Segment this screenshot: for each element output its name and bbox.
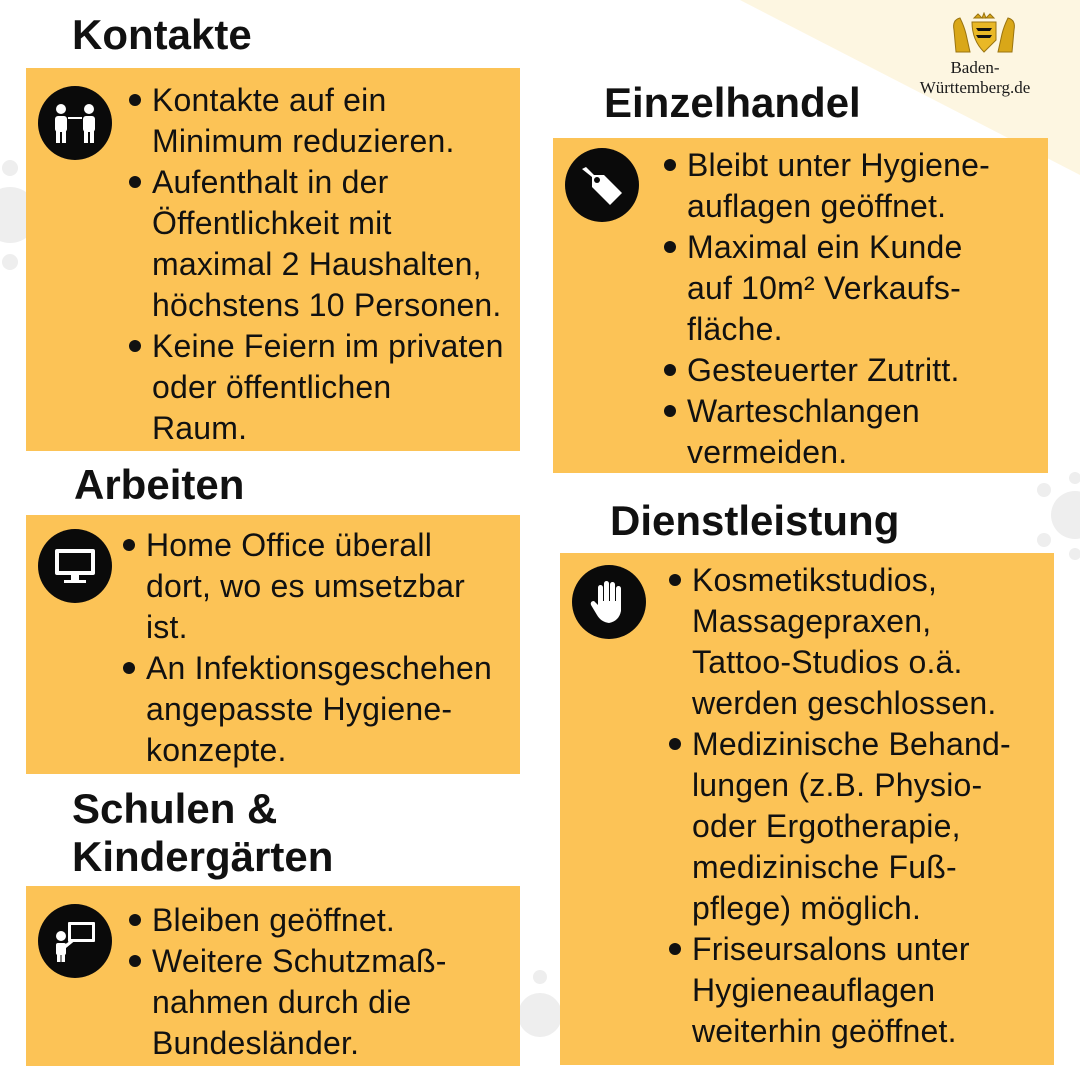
- hand-stop-icon: [572, 565, 646, 639]
- list-item: Warteschlangen vermeiden.: [661, 391, 990, 473]
- heading-schulen-line2: Kindergärten: [72, 833, 334, 880]
- card-schulen: [26, 886, 520, 1066]
- list-dienstleistung: [666, 560, 1011, 1052]
- list-arbeiten: [120, 525, 492, 771]
- people-distance-icon: [38, 86, 112, 160]
- card-dienstleistung: [560, 553, 1054, 1065]
- list-item: An Infektionsgeschehen angepasste Hygiene- konzepte.: [120, 648, 492, 771]
- heading-kontakte: Kontakte: [72, 11, 252, 58]
- list-item: Home Office überall dort, wo es umsetzbar ist.: [120, 525, 492, 648]
- heading-arbeiten: Arbeiten: [74, 461, 245, 508]
- monitor-icon: [38, 529, 112, 603]
- list-item: Kosmetikstudios, Massagepraxen, Tattoo-Studios o.ä. werden geschlossen.: [666, 560, 1011, 724]
- list-item: Medizinische Behand- lungen (z.B. Physio- oder Ergotherapie, medizinische Fuß- pflege) möglich.: [666, 724, 1011, 929]
- coat-of-arms-icon: [946, 12, 1022, 56]
- list-item: Maximal ein Kunde auf 10m² Verkaufs- fläche.: [661, 227, 990, 350]
- list-item: Friseursalons unter Hygieneauflagen weiterhin geöffnet.: [666, 929, 1011, 1052]
- list-item: Bleiben geöffnet.: [126, 900, 447, 941]
- list-item: Bleibt unter Hygiene- auflagen geöffnet.: [661, 145, 990, 227]
- teacher-board-icon: [38, 904, 112, 978]
- list-kontakte: [126, 80, 504, 449]
- brand-name[interactable]: Baden-Württemberg.de: [919, 58, 1031, 97]
- heading-dienstleistung: Dienstleistung: [610, 497, 900, 544]
- heading-schulen-line1: Schulen &: [72, 785, 278, 832]
- list-item: Keine Feiern im privaten oder öffentlichen Raum.: [126, 326, 504, 449]
- price-tag-icon: [565, 148, 639, 222]
- card-arbeiten: [26, 515, 520, 774]
- virus-decoration-right: [1030, 470, 1080, 560]
- list-item: Weitere Schutzmaß- nahmen durch die Bundesländer.: [126, 941, 447, 1064]
- list-item: Gesteuerter Zutritt.: [661, 350, 990, 391]
- list-item: Aufenthalt in der Öffentlichkeit mit maximal 2 Haushalten, höchstens 10 Personen.: [126, 162, 504, 326]
- card-kontakte: [26, 68, 520, 451]
- list-schulen: [126, 900, 447, 1064]
- card-einzelhandel: [553, 138, 1048, 473]
- list-einzelhandel: [661, 145, 990, 473]
- list-item: Kontakte auf ein Minimum reduzieren.: [126, 80, 504, 162]
- heading-einzelhandel: Einzelhandel: [604, 79, 861, 126]
